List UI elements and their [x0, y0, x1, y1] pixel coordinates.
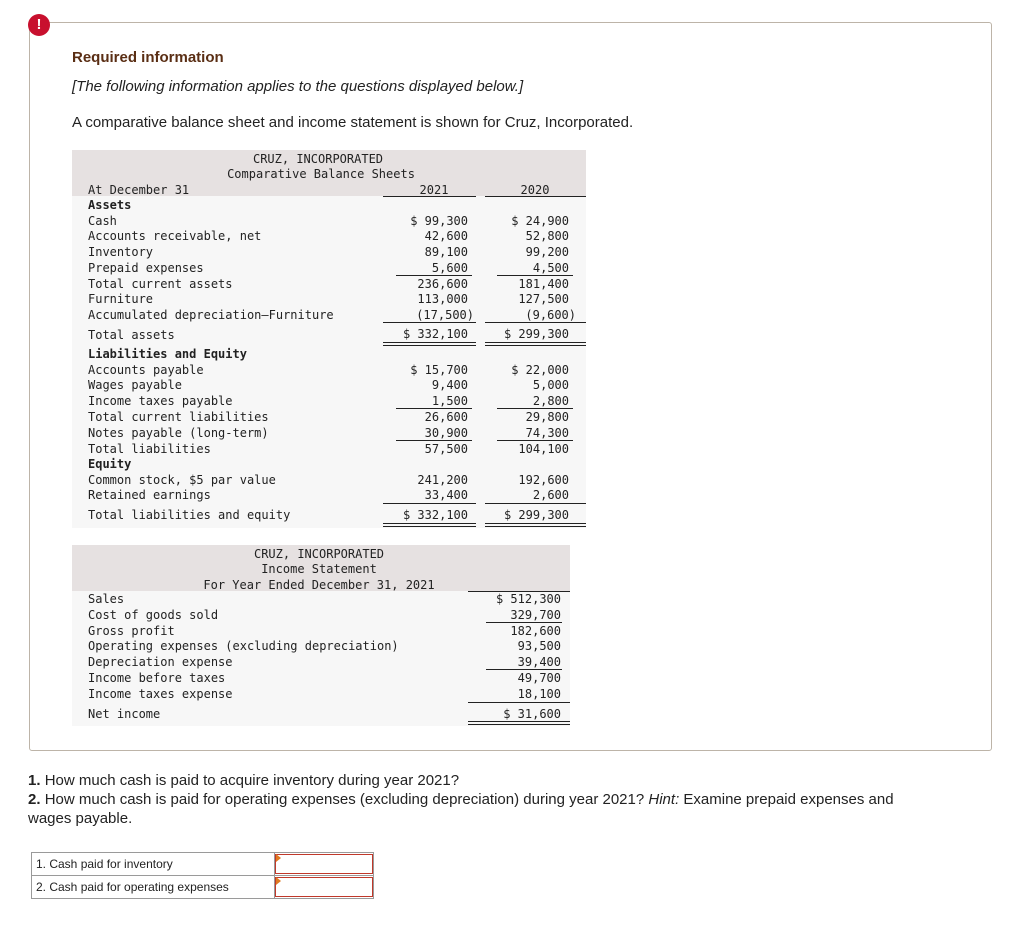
- is-company: CRUZ, INCORPORATED: [253, 547, 385, 561]
- bs-rule: [383, 322, 476, 323]
- required-information-title: Required information: [72, 49, 224, 66]
- flag-icon: [276, 877, 281, 885]
- answer-table: [31, 852, 374, 899]
- question-1: 1. How much cash is paid to acquire inventory during year 2021?: [28, 772, 460, 789]
- cash-paid-operating-expenses-input[interactable]: [275, 877, 373, 897]
- bs-double-rule: [485, 523, 586, 527]
- cash-paid-inventory-input[interactable]: [275, 854, 373, 874]
- is-rule: [468, 702, 570, 703]
- bs-double-rule: [485, 342, 586, 346]
- bs-company: CRUZ, INCORPORATED: [252, 152, 384, 166]
- bs-double-rule: [383, 342, 476, 346]
- answer-cell-operating-expenses: [275, 876, 374, 899]
- is-period: For Year Ended December 31, 2021: [203, 578, 435, 592]
- bs-rule: [485, 503, 586, 504]
- bs-col-2020: 2020: [520, 183, 550, 197]
- answer-label-operating-expenses: 2. Cash paid for operating expenses: [32, 876, 275, 899]
- flag-icon: [276, 854, 281, 862]
- answer-label-inventory: 1. Cash paid for inventory: [32, 853, 275, 876]
- answer-cell-inventory: [275, 853, 374, 876]
- is-title: Income Statement: [261, 562, 377, 576]
- answer-row-inventory: [32, 853, 374, 876]
- intro-text: A comparative balance sheet and income statement is shown for Cruz, Incorporated.: [72, 114, 634, 131]
- answer-row-operating-expenses: [32, 876, 374, 899]
- bs-rule: [383, 503, 476, 504]
- bs-rule: [485, 322, 586, 323]
- bs-liabilities-header: Liabilities and Equity: [88, 347, 247, 361]
- bs-at-label: At December 31: [88, 183, 190, 197]
- bs-title: Comparative Balance Sheets: [227, 167, 415, 181]
- bs-header-rule-2020: [485, 196, 586, 197]
- bs-col-2021: 2021: [419, 183, 449, 197]
- question-2: 2. How much cash is paid for operating expenses (excluding depreciation) during year 2021? Hint: Examine prepaid expenses and wages payable.: [28, 791, 894, 827]
- alert-icon: !: [28, 14, 50, 36]
- is-double-rule: [468, 721, 570, 725]
- info-note: [The following information applies to the questions displayed below.]: [72, 78, 524, 95]
- bs-header-rule-2021: [383, 196, 476, 197]
- bs-assets-header: Assets: [88, 198, 132, 212]
- bs-equity-header: Equity: [88, 457, 132, 471]
- bs-double-rule: [383, 523, 476, 527]
